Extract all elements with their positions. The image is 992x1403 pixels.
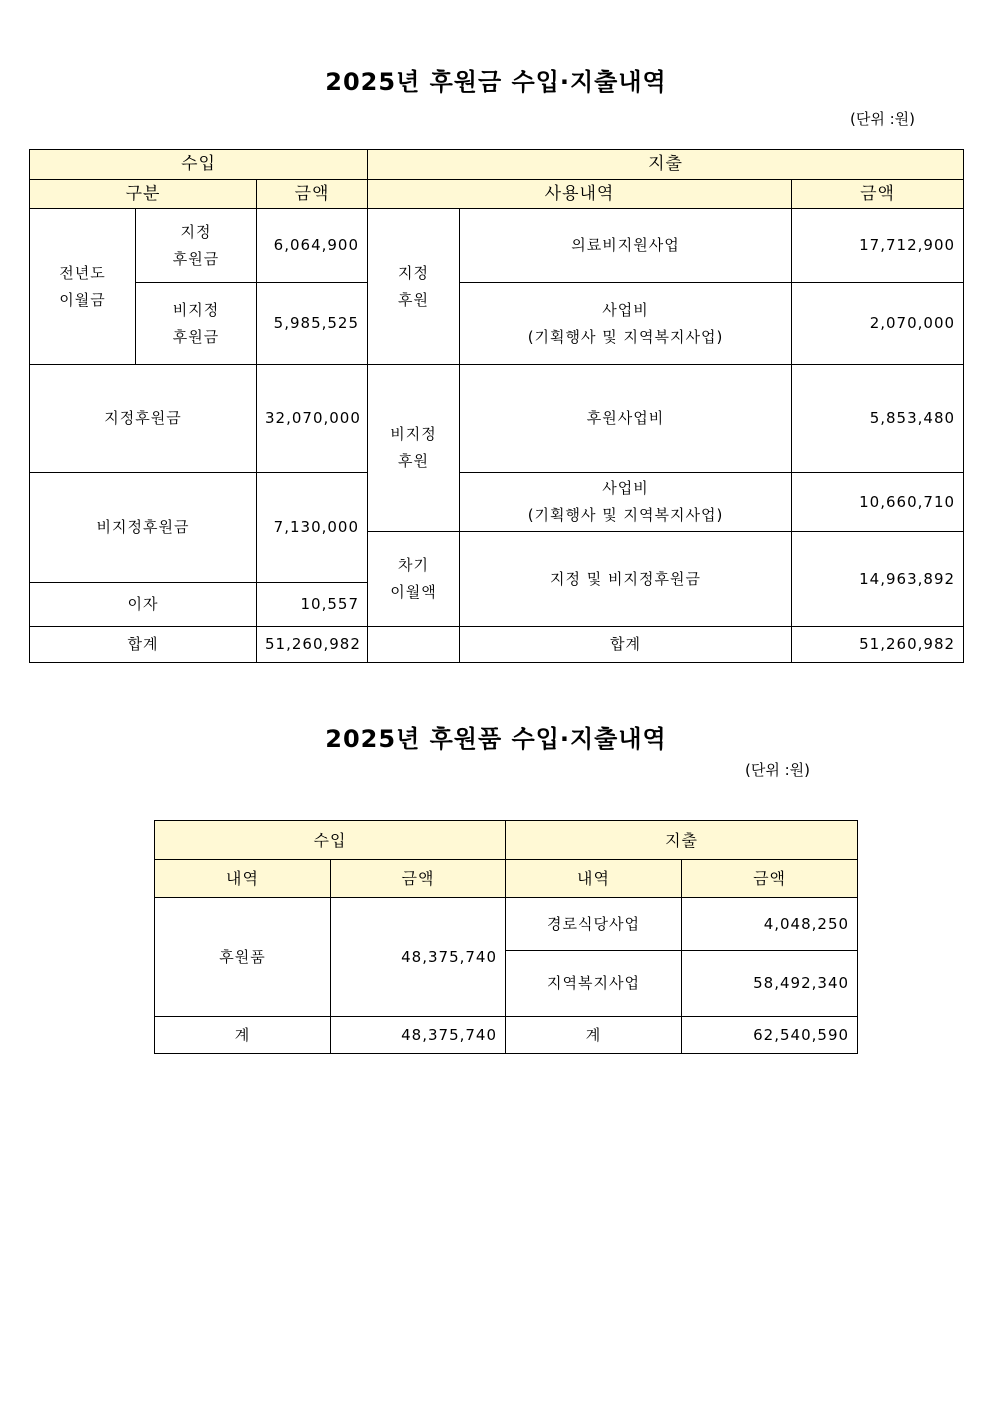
goods-expense-item: 경로식당사업 (506, 898, 682, 951)
medical-support-amount: 17,712,900 (792, 209, 964, 283)
goods-income-header: 수입 (155, 821, 506, 860)
nondesignated-carryover-label: 비지정 후원금 (136, 283, 257, 365)
goods-expense-header: 지출 (506, 821, 858, 860)
section2-unit-label: (단위 :원) (745, 761, 810, 779)
nondesignated-donation-amount: 7,130,000 (257, 473, 368, 583)
category-header: 구분 (30, 180, 257, 209)
designated-donation-amount: 32,070,000 (257, 365, 368, 473)
goods-expense-item: 지역복지사업 (506, 951, 682, 1017)
income-total-amount: 51,260,982 (257, 627, 368, 663)
goods-income-amount: 48,375,740 (331, 898, 506, 1017)
carry-forward-amount: 14,963,892 (792, 532, 964, 627)
interest-amount: 10,557 (257, 583, 368, 627)
goods-income-total-label: 계 (155, 1017, 331, 1054)
income-header: 수입 (30, 150, 368, 180)
goods-expense-total-label: 계 (506, 1017, 682, 1054)
interest-label: 이자 (30, 583, 257, 627)
designated-carryover-label: 지정 후원금 (136, 209, 257, 283)
expense-total-amount: 51,260,982 (792, 627, 964, 663)
designated-project-amount: 2,070,000 (792, 283, 964, 365)
nondesignated-project-item: 사업비 (기획행사 및 지역복지사업) (460, 473, 792, 532)
nondesignated-donation-label: 비지정후원금 (30, 473, 257, 583)
carry-forward-label: 차기 이월액 (368, 532, 460, 627)
goods-detail2-header: 내역 (506, 860, 682, 898)
goods-expense-total-amount: 62,540,590 (682, 1017, 858, 1054)
goods-income-item: 후원품 (155, 898, 331, 1017)
section2-title: 2025년 후원품 수입·지출내역 (325, 725, 667, 753)
income-total-label: 합계 (30, 627, 257, 663)
expense-amount-header: 금액 (792, 180, 964, 209)
designated-carryover-amount: 6,064,900 (257, 209, 368, 283)
carryover-label: 전년도 이월금 (30, 209, 136, 365)
expense-total-label: 합계 (460, 627, 792, 663)
carry-forward-item: 지정 및 비지정후원금 (460, 532, 792, 627)
expense-nondesignated-label: 비지정 후원 (368, 365, 460, 532)
donated-goods-table (154, 820, 858, 1054)
donation-money-table (29, 149, 964, 663)
unit-label: (단위 :원) (850, 110, 915, 128)
nondesignated-project-amount: 10,660,710 (792, 473, 964, 532)
designated-donation-label: 지정후원금 (30, 365, 257, 473)
usage-header: 사용내역 (368, 180, 792, 209)
goods-expense-amount: 58,492,340 (682, 951, 858, 1017)
support-project-amount: 5,853,480 (792, 365, 964, 473)
designated-project-item: 사업비 (기획행사 및 지역복지사업) (460, 283, 792, 365)
page-title: 2025년 후원금 수입·지출내역 (325, 68, 667, 96)
goods-income-total-amount: 48,375,740 (331, 1017, 506, 1054)
nondesignated-carryover-amount: 5,985,525 (257, 283, 368, 365)
goods-detail-header: 내역 (155, 860, 331, 898)
goods-expense-amount: 4,048,250 (682, 898, 858, 951)
empty-cell (368, 627, 460, 663)
support-project-item: 후원사업비 (460, 365, 792, 473)
amount-header: 금액 (257, 180, 368, 209)
medical-support-item: 의료비지원사업 (460, 209, 792, 283)
expense-designated-label: 지정 후원 (368, 209, 460, 365)
goods-amount2-header: 금액 (682, 860, 858, 898)
goods-amount-header: 금액 (331, 860, 506, 898)
expense-header: 지출 (368, 150, 964, 180)
